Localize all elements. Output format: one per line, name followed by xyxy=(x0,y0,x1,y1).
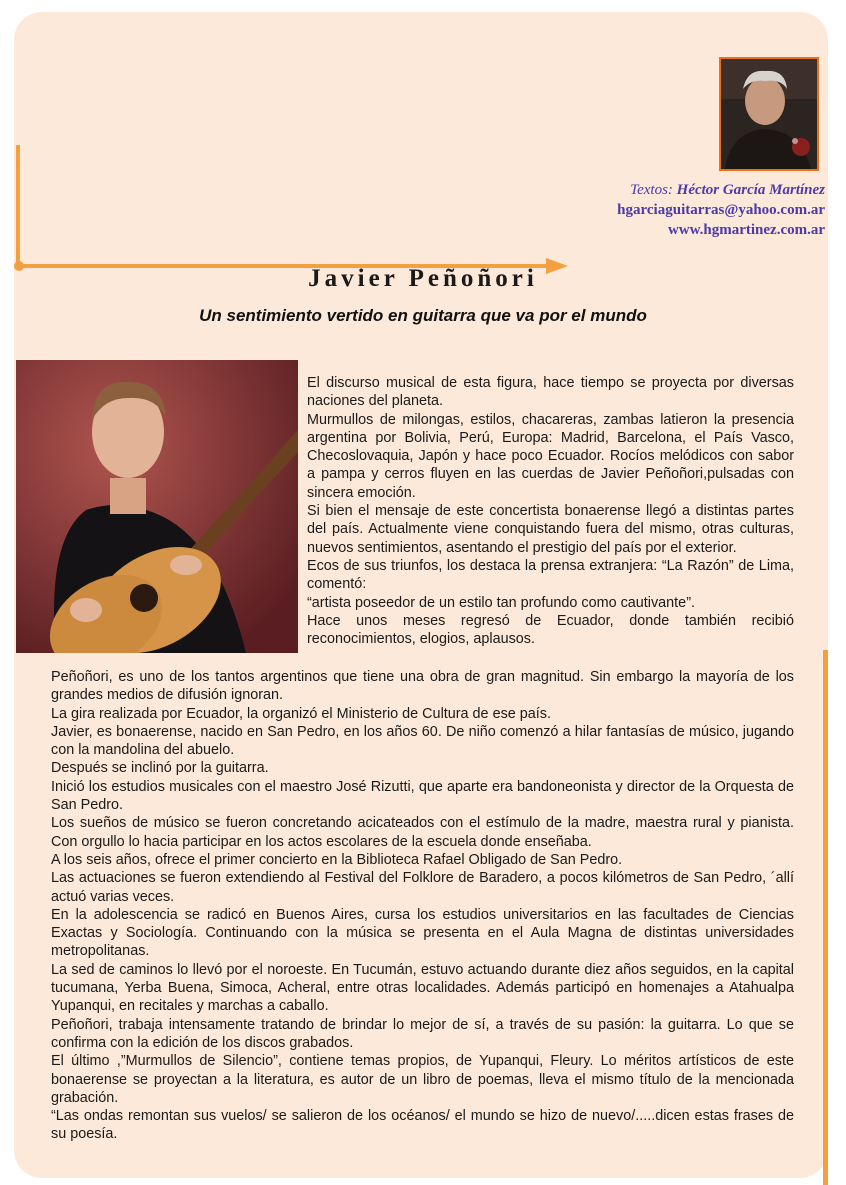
author-label: Textos: xyxy=(630,182,673,198)
article-title: Javier Peñoñori xyxy=(308,265,538,292)
author-name: Héctor García Martínez xyxy=(676,182,825,198)
paragraph: “Las ondas remontan sus vuelos/ se salieron de los océanos/ el mundo se hizo de nuevo/.....dicen estas frases de su poesía. xyxy=(51,1108,794,1143)
article-subtitle: Un sentimiento vertido en guitarra que va por el mundo xyxy=(199,306,647,325)
paragraph: A los seis años, ofrece el primer concierto en la Biblioteca Rafael Obligado de San Pedro. xyxy=(51,851,623,868)
paragraph: Peñoñori, es uno de los tantos argentinos que tiene una obra de gran magnitud. Sin embargo la mayoría de los grandes medios de difusión ignoran. xyxy=(51,669,794,704)
paragraph: Javier, es bonaerense, nacido en San Pedro, en los años 60. De niño comenzó a hilar fantasías de músico, jugando con la mandolina del abuelo. xyxy=(51,723,794,759)
author-credits xyxy=(617,180,825,240)
paragraph: Después se inclinó por la guitarra. xyxy=(51,760,269,777)
right-accent-line xyxy=(823,650,828,1185)
paragraph: Peñoñori, trabaja intensamente tratando de brindar lo mejor de sí, a través de su pasión: la guitarra. Lo que se confirma con la edición de los discos grabados. xyxy=(51,1016,794,1051)
author-photo xyxy=(719,57,819,171)
paragraph: Los sueños de músico se fueron concretando acicateados con el estímulo de la madre, maestra rural y pianista. Con orgullo lo hacia participar en los actos escolares de la escuela donde enseñaba. xyxy=(51,815,794,850)
paragraph: En la adolescencia se radicó en Buenos Aires, cursa los estudios universitarios en las facultades de Ciencias Exactas y Sociología. Continuando con la música se presenta en el Aula Magna de distintas universidades metropolitanas. xyxy=(51,906,794,960)
paragraph: Las actuaciones se fueron extendiendo al Festival del Folklore de Baradero, a pocos kilómetros de San Pedro, ´allí actuó varias veces. xyxy=(51,870,794,905)
paragraph: Murmullos de milongas, estilos, chacareras, zambas latieron la presencia argentina por Bolivia, Perú, Europa: Madrid, Barcelona, el País Vasco, Checoslovaquia, Japón y hace poco Ecuador. Rocíos melódicos con sabor a pampa y cerros fluyen en las cuerdas de Javier Peñoñori,pulsadas con sincera emoción. xyxy=(307,411,794,501)
paragraph: El discurso musical de esta figura, hace tiempo se proyecta por diversas naciones del planeta. xyxy=(307,375,794,410)
paragraph: Ecos de sus triunfos, los destaca la prensa extranjera: “La Razón” de Lima, comentó: xyxy=(307,557,794,593)
author-website[interactable]: www.hgmartinez.com.ar xyxy=(667,222,825,238)
paragraph: El último ,”Murmullos de Silencio”, contiene temas propios, de Yupanqui, Fleury. Lo méritos artísticos de este bonaerense se proyectan a la literatura, es autor de un libro de poemas, lleva el mismo título de la mencionada grabación. xyxy=(51,1053,794,1106)
author-email[interactable]: hgarciaguitarras@yahoo.com.ar xyxy=(617,202,825,218)
paragraph: Si bien el mensaje de este concertista bonaerense llegó a distintas partes del país. Actualmente viene conquistando fuera del mismo, otras culturas, nuevos sentimientos, asentando el prestigio del país por el exterior. xyxy=(307,503,794,556)
body-text-column xyxy=(51,668,794,1144)
paragraph: La gira realizada por Ecuador, la organizó el Ministerio de Cultura de ese país. xyxy=(51,705,551,722)
left-accent-line xyxy=(16,145,20,267)
paragraph: La sed de caminos lo llevó por el noroeste. En Tucumán, estuvo actuando durante diez años seguidos, en la capital tucumana, Yerba Buena, Simoca, Acheral, entre otras localidades. Además participó en homenajes a Atahualpa Yupanqui, en recitales y marchas a caballo. xyxy=(51,961,794,1015)
guitarist-photo xyxy=(16,360,298,653)
intro-text-column xyxy=(307,374,794,648)
paragraph: Inició los estudios musicales con el maestro José Rizutti, que aparte era bandoneonista y director de la Orquesta de San Pedro. xyxy=(51,778,794,814)
paragraph: Hace unos meses regresó de Ecuador, donde también recibió reconocimientos, elogios, aplausos. xyxy=(307,612,794,648)
quote: “artista poseedor de un estilo tan profundo como cautivante”. xyxy=(307,594,695,611)
